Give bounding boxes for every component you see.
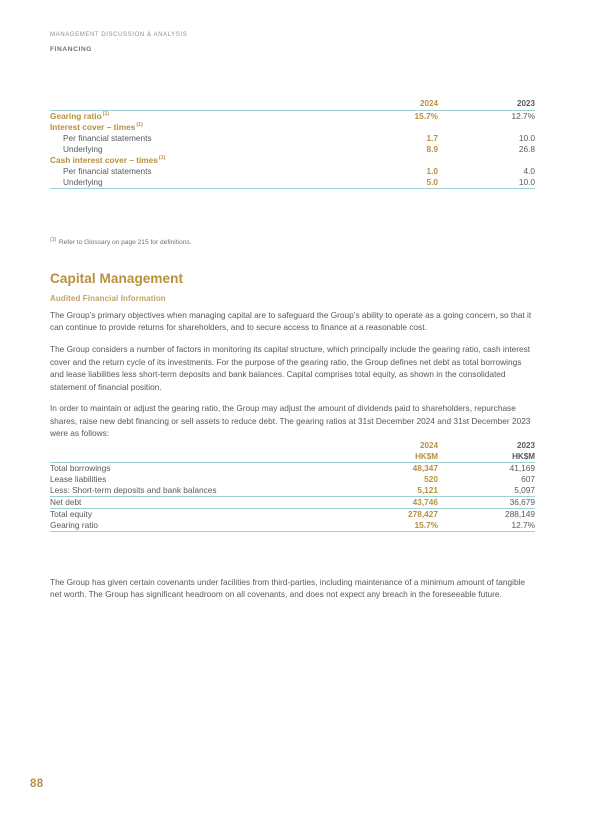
running-header-subsection: FINANCING	[50, 46, 93, 53]
audited-financial-information-label: Audited Financial Information	[50, 294, 166, 303]
row-value-2023	[438, 122, 535, 133]
row-value-2024	[340, 122, 438, 133]
row-label-cell: Per financial statements	[63, 132, 152, 143]
table-header-row	[50, 441, 535, 463]
gearing-table-wrapper	[50, 441, 535, 532]
table-row	[50, 144, 535, 155]
table-row	[50, 122, 535, 133]
gearing-header-2023	[438, 441, 535, 463]
running-header-section: MANAGEMENT DISCUSSION & ANALYSIS	[50, 31, 188, 38]
gearing-header-blank	[50, 441, 340, 463]
row-label-cell	[50, 122, 340, 133]
footnote-marker: (1)	[136, 121, 143, 128]
paragraph: The Group has given certain covenants under facilities from third-parties, including maintenance of a minimum amount of tangible net worth. The Group has significant headroom on all covenants, and does not expect any breach in the foreseeable future.	[50, 577, 526, 600]
covenants-paragraph-wrapper	[50, 576, 535, 601]
footnote-text: Refer to Glossary on page 215 for definitions.	[58, 239, 192, 246]
row-label-cell: Lease liabilities	[50, 474, 107, 484]
row-value-2023: 10.0	[438, 177, 535, 189]
row-value-2024: 15.7%	[340, 520, 438, 532]
row-label-cell: Underlying	[63, 143, 103, 154]
row-value-2024: 1.7	[426, 132, 438, 143]
gearing-header-2024	[340, 441, 438, 463]
row-value-2024: 5.0	[340, 177, 438, 189]
row-value-2024: 8.9	[426, 143, 438, 154]
row-label-cell: Total equity	[50, 509, 340, 521]
row-value-2023: 12.7%	[438, 110, 535, 122]
gearing-table	[50, 441, 535, 532]
table-row	[50, 155, 535, 166]
footnote-marker: (1)	[50, 236, 57, 243]
gearing-header-2024-unit: HK$M	[415, 451, 438, 461]
row-value-2023: 26.8	[518, 143, 535, 154]
capital-management-body	[50, 309, 535, 440]
row-label-cell: Underlying	[50, 177, 340, 189]
ratios-table	[50, 99, 535, 189]
paragraph: In order to maintain or adjust the gearing ratio, the Group may adjust the amount of dividends paid to shareholders, repurchase shares, raise new debt financing or sell assets to reduce debt. The gearing ratios at 31st December 2024 and 31st December 2023 were as follows:	[50, 403, 531, 439]
capital-management-subheading-wrapper	[50, 293, 535, 304]
row-value-2023	[438, 155, 535, 166]
page-number: 88	[30, 778, 44, 790]
row-label-cell: Gearing ratio	[50, 520, 340, 532]
row-label-cell: Net debt	[50, 497, 340, 509]
row-value-2023: 607	[521, 474, 535, 484]
row-value-2023: 10.0	[518, 132, 535, 143]
row-value-2024: 43,746	[340, 497, 438, 509]
row-value-2024: 278,427	[340, 509, 438, 521]
row-value-2023: 288,149	[438, 509, 535, 521]
ratios-header-2024: 2024	[419, 99, 438, 108]
row-value-2024: 520	[424, 474, 438, 484]
row-value-2024: 1.0	[426, 165, 438, 176]
row-label-cell	[50, 110, 340, 122]
table-row	[50, 177, 535, 189]
row-label-text: Interest cover – times	[50, 121, 136, 132]
ratios-table-footnote	[50, 238, 535, 248]
table-row	[50, 474, 535, 485]
table-row	[50, 520, 535, 532]
table-row	[50, 166, 535, 177]
row-value-2023: 41,169	[438, 463, 535, 475]
table-row	[50, 497, 535, 509]
ratios-table-wrapper	[50, 99, 535, 189]
table-row	[50, 463, 535, 475]
row-value-2023: 12.7%	[438, 520, 535, 532]
row-value-2023: 4.0	[523, 165, 535, 176]
page-title: Capital Management	[50, 271, 184, 286]
row-value-2024: 48,347	[340, 463, 438, 475]
row-value-2024: 15.7%	[340, 110, 438, 122]
gearing-header-2024-year: 2024	[419, 441, 438, 450]
running-header	[50, 29, 187, 57]
row-label-cell	[50, 155, 340, 166]
ratios-header-blank	[50, 99, 340, 110]
row-value-2023: 5,097	[514, 485, 535, 495]
row-value-2023: 36,679	[438, 497, 535, 509]
row-label-text: Cash interest cover – times	[50, 154, 158, 165]
footnote-marker: (1)	[158, 154, 166, 161]
capital-management-heading-wrapper	[50, 271, 535, 287]
table-row	[50, 509, 535, 521]
row-label-cell: Total borrowings	[50, 463, 340, 475]
paragraph: The Group considers a number of factors in monitoring its capital structure, which principally include the gearing ratio, cash interest cover and the return cycle of its investments. For the purpose of the gearing ratio, the Group defines net debt as total borrowings and lease liabilities less short-term deposits and bank balances. Capital comprises total equity, as shown in the consolidated statement of financial position.	[50, 344, 531, 392]
gearing-header-2023-unit: HK$M	[512, 451, 535, 461]
row-value-2024: 5,121	[417, 485, 438, 495]
table-header-row	[50, 99, 535, 110]
row-value-2024	[340, 155, 438, 166]
row-label-text: Gearing ratio	[50, 110, 102, 121]
row-label-cell: Less: Short-term deposits and bank balances	[50, 485, 217, 495]
gearing-header-2023-year: 2023	[516, 441, 535, 450]
row-label-cell: Per financial statements	[63, 165, 152, 176]
paragraph: The Group’s primary objectives when managing capital are to safeguard the Group’s ability to operate as a going concern, so that it can continue to provide returns for shareholders, and to secure access to finance at a reasonable cost.	[50, 310, 532, 333]
table-row	[50, 485, 535, 497]
table-row	[50, 110, 535, 122]
table-row	[50, 133, 535, 144]
ratios-header-2023: 2023	[516, 99, 535, 108]
footnote-marker: (1)	[102, 110, 109, 117]
